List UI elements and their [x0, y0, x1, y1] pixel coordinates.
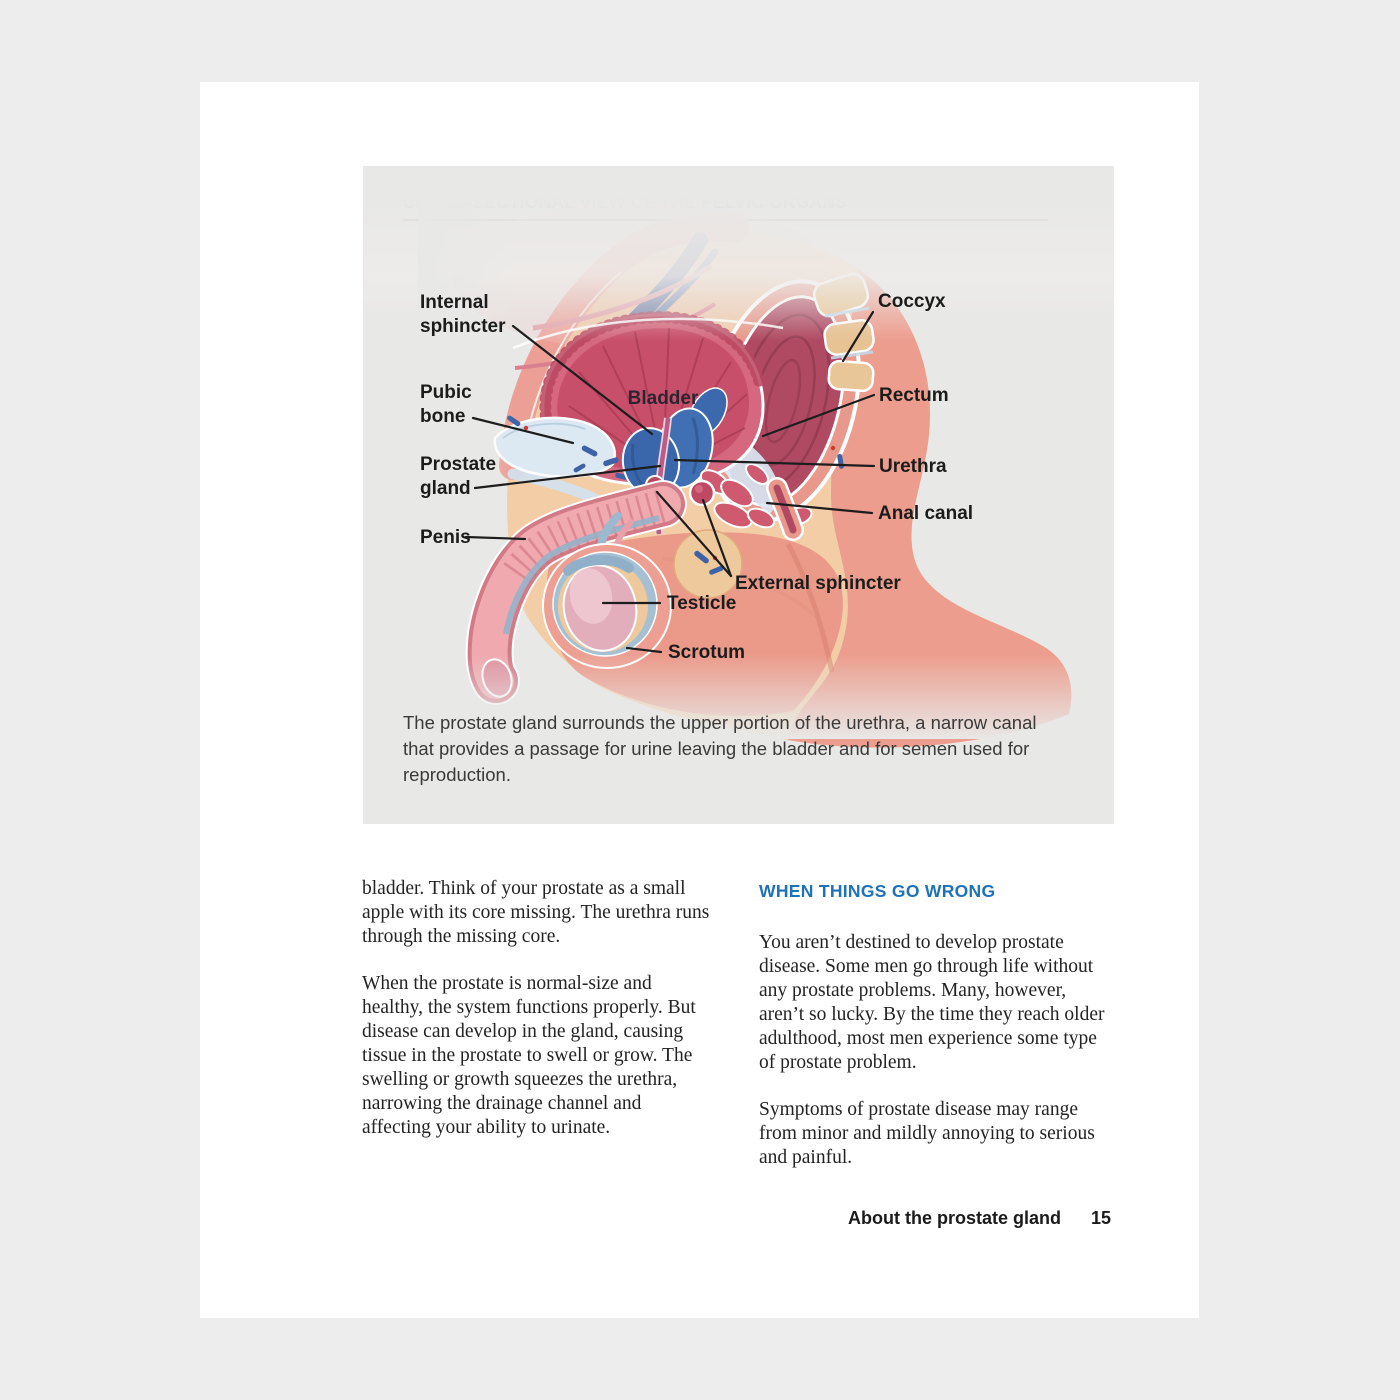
article-columns — [362, 877, 1112, 1170]
right-column-para2: Symptoms of prostate disease may range from minor and mildly annoying to serious and painful. — [759, 1099, 1095, 1168]
figure-panel — [363, 166, 1114, 824]
scrotum-testicle-shape — [543, 544, 671, 668]
anal-canal-shape — [777, 488, 793, 530]
label-rectum: Rectum — [879, 385, 949, 406]
label-anal-canal: Anal canal — [878, 503, 974, 524]
label-pubic-bone-line2: bone — [420, 406, 466, 427]
label-prostate-gland-line1: Prostate — [420, 454, 497, 475]
left-column-para2: When the prostate is normal-size and healthy, the system functions properly. But disease can develop in the gland, causing tissue in the prostate to swell or grow. The swelling or growth squeezes the urethra, narrowing the drainage channel and affecting your ability to urinate. — [362, 973, 696, 1138]
right-column-para1: You aren’t destined to develop prostate disease. Some men go through life without any prostate problems. Many, however, aren’t so lucky. By the time they reach older adulthood, most men experience some type of prostate problem. — [759, 932, 1105, 1073]
section-heading: WHEN THINGS GO WRONG — [759, 881, 996, 901]
page-footer — [848, 1208, 1111, 1229]
label-internal-sphincter-line1: Internal — [420, 292, 489, 313]
label-testicle: Testicle — [667, 593, 737, 614]
left-column-para1: bladder. Think of your prostate as a small apple with its core missing. The urethra runs through the missing core. — [362, 878, 710, 947]
footer-section-title: About the prostate gland — [847, 1208, 1061, 1228]
label-internal-sphincter-line2: sphincter — [420, 316, 506, 337]
label-bladder: Bladder — [627, 388, 699, 409]
label-prostate-gland-line2: gland — [420, 478, 471, 499]
book-page — [200, 82, 1199, 1318]
left-column — [362, 877, 715, 1170]
label-coccyx: Coccyx — [878, 291, 946, 312]
figure-caption: The prostate gland surrounds the upper portion of the urethra, a narrow canal that provides a passage for urine leaving the bladder and for semen used for reproduction. — [403, 712, 1037, 785]
label-scrotum: Scrotum — [668, 642, 746, 663]
label-penis: Penis — [420, 527, 471, 548]
label-external-sphincter: External sphincter — [735, 573, 901, 594]
label-urethra: Urethra — [879, 456, 947, 477]
right-column — [759, 877, 1112, 1170]
label-pubic-bone-line1: Pubic — [420, 382, 472, 403]
footer-page-number: 15 — [1090, 1208, 1111, 1228]
